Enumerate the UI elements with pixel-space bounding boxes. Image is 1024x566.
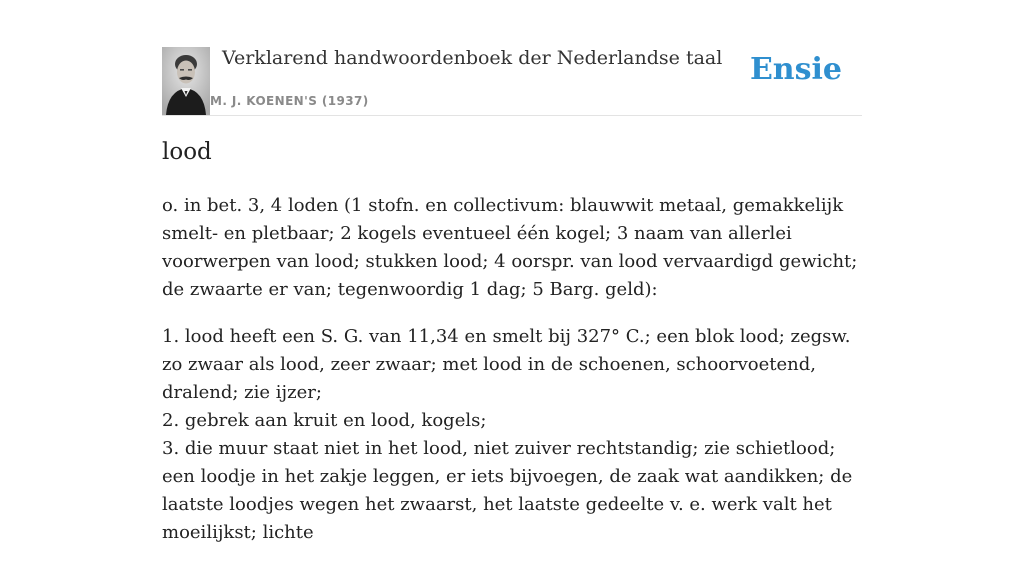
- sense-item: 1. lood heeft een S. G. van 11,34 en smelt bij 327° C.; een blok lood; zegsw. zo zwaar als lood, zeer zwaar; met lood in de schoenen, schoorvoetend, dralend; zie ijzer;: [162, 326, 851, 403]
- entry-definition: [162, 192, 862, 566]
- definition-senses: [162, 323, 862, 547]
- sense-item: 3. die muur staat niet in het lood, niet zuiver rechtstandig; zie schietlood; een loodje in het zakje leggen, er iets bijvoegen, de zaak wat aandikken; de laatste loodjes wegen het zwaarst, het laatste gedeelte v. e. werk valt het moeilijkst; lichte: [162, 438, 853, 543]
- sense-item: 2. gebrek aan kruit en lood, kogels;: [162, 410, 487, 431]
- author-label: M. J. KOENEN'S (1937): [210, 94, 369, 108]
- author-portrait: [162, 47, 210, 115]
- definition-intro: o. in bet. 3, 4 loden (1 stofn. en collectivum: blauwwit metaal, gemakkelijk smelt- en pletbaar; 2 kogels eventueel één kogel; 3 naam van allerlei voorwerpen van lood; stukken lood; 4 oorspr. van lood vervaardigd gewicht; de zwaarte er van; tegenwoordig 1 dag; 5 Barg. geld):: [162, 195, 858, 300]
- book-title: Verklarend handwoordenboek der Nederlandse taal: [222, 47, 723, 69]
- ensie-logo-link[interactable]: Ensie: [749, 52, 842, 87]
- site-header: [162, 44, 862, 116]
- entry-headword: lood: [162, 139, 212, 165]
